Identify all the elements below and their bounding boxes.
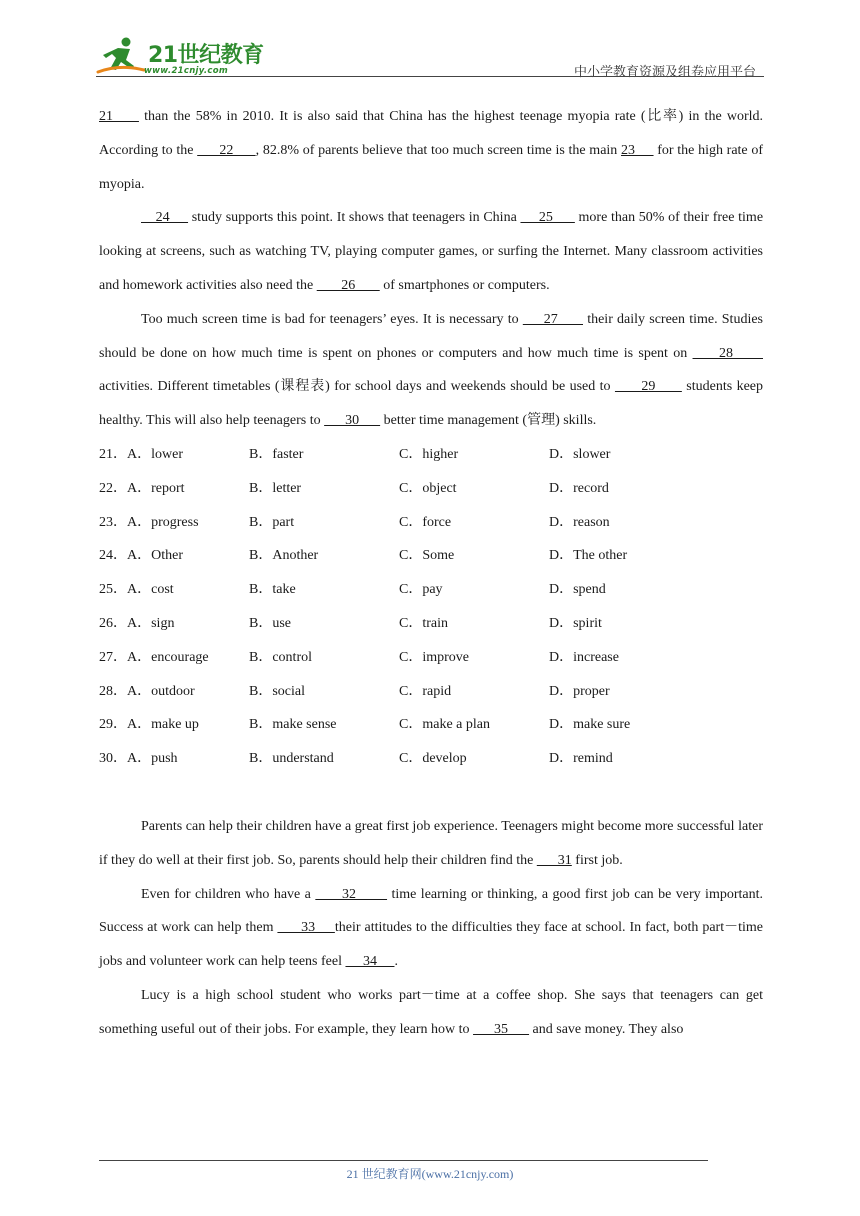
option-b: B．make sense xyxy=(249,717,337,733)
option-a xyxy=(99,539,249,573)
option-a xyxy=(99,641,249,675)
text: study supports this point. It shows that teenagers in China xyxy=(188,210,521,226)
question-number: 28． xyxy=(99,683,127,699)
option-d: D．proper xyxy=(549,683,610,699)
option-b: B．letter xyxy=(249,480,302,496)
option-a xyxy=(99,472,249,506)
text: Parents can help their children have a great first job experience. Teenagers might become more successful later if they do well at their first job. So, parents should help their children find the xyxy=(99,818,763,868)
text: their attitudes to the difficulties they face at school. In fact, both part－time jobs and volunteer work can help teens feel xyxy=(99,920,763,970)
option-b: B．take xyxy=(249,582,296,598)
option-a xyxy=(99,506,249,540)
option-row xyxy=(99,675,763,709)
option-text: A．sign xyxy=(127,615,175,631)
text: , 82.8% of parents believe that too much screen time is the main xyxy=(255,142,622,158)
blank-22: 22 xyxy=(197,142,256,158)
option-a xyxy=(99,607,249,641)
option-row xyxy=(99,641,763,675)
option-b: B．use xyxy=(249,615,291,631)
document-body xyxy=(99,100,763,1047)
blank-31: 31 xyxy=(536,852,572,868)
paragraph xyxy=(99,878,763,979)
paragraph xyxy=(99,979,763,1047)
option-c: C．develop xyxy=(399,751,467,767)
option-c: C．improve xyxy=(399,649,469,665)
text: and save money. They also xyxy=(529,1021,684,1037)
text: Even for children who have a xyxy=(141,886,316,902)
page-header xyxy=(96,30,764,80)
option-b: B．control xyxy=(249,649,312,665)
question-number: 24． xyxy=(99,548,127,564)
blank-30: 30 xyxy=(324,413,381,429)
option-b: B．understand xyxy=(249,751,334,767)
text: . xyxy=(394,954,398,970)
blank-27: 27 xyxy=(522,311,583,327)
option-c: C．rapid xyxy=(399,683,452,699)
footer-divider xyxy=(99,1160,708,1161)
blank-24: 24 xyxy=(141,210,189,226)
blank-26: 26 xyxy=(316,277,380,293)
option-d: D．remind xyxy=(549,751,613,767)
option-c: C．pay xyxy=(399,582,443,598)
option-a xyxy=(99,438,249,472)
blank-21: 21 xyxy=(99,109,139,124)
option-b: B．Another xyxy=(249,548,319,564)
paragraph xyxy=(99,201,763,302)
question-number: 29． xyxy=(99,717,127,733)
blank-29: 29 xyxy=(614,379,682,395)
question-number: 23． xyxy=(99,514,127,530)
option-text: A．make up xyxy=(127,717,199,733)
question-number: 21． xyxy=(99,446,127,462)
option-b: B．part xyxy=(249,514,295,530)
option-row xyxy=(99,573,763,607)
option-text: A．Other xyxy=(127,548,183,564)
platform-name: 中小学教育资源及组卷应用平台 xyxy=(573,65,756,80)
option-d: D．make sure xyxy=(549,717,631,733)
paragraph xyxy=(99,303,763,438)
site-logo[interactable] xyxy=(96,36,266,76)
option-d: D．spend xyxy=(549,582,606,598)
paragraph xyxy=(99,810,763,878)
text: of smartphones or computers. xyxy=(379,277,550,293)
text: Too much screen time is bad for teenagers’ eyes. It is necessary to xyxy=(141,311,523,327)
question-number: 30． xyxy=(99,751,127,767)
option-d: D．slower xyxy=(549,446,611,462)
text: their daily screen time. Studies should be done on how much time is spent on phones or computers and how much time is spent on xyxy=(99,311,763,361)
logo-title: 21世纪教育 xyxy=(148,43,264,68)
question-number: 27． xyxy=(99,649,127,665)
option-b: B．faster xyxy=(249,446,304,462)
option-row xyxy=(99,539,763,573)
paragraph xyxy=(99,100,763,201)
option-text: A．progress xyxy=(127,514,199,530)
blank-34: 34 xyxy=(345,954,395,970)
option-row xyxy=(99,708,763,742)
blank-33: 33 xyxy=(277,920,335,936)
option-a xyxy=(99,708,249,742)
blank-32: 32 xyxy=(315,886,388,902)
logo-url: www.21cnjy.com xyxy=(144,66,228,76)
option-text: A．encourage xyxy=(127,649,209,665)
option-row xyxy=(99,607,763,641)
text: activities. Different timetables (课程表) for school days and weekends should be used to xyxy=(99,379,615,395)
option-text: A．report xyxy=(127,480,185,496)
option-a xyxy=(99,573,249,607)
option-text: A．outdoor xyxy=(127,683,195,699)
option-c: C．higher xyxy=(399,446,459,462)
options-table xyxy=(99,438,763,776)
option-c: C．Some xyxy=(399,548,455,564)
option-row xyxy=(99,742,763,776)
text: students keep healthy. This will also help teenagers to xyxy=(99,379,763,429)
option-text: A．lower xyxy=(127,446,183,462)
option-text: A．push xyxy=(127,751,178,767)
option-text: A．cost xyxy=(127,582,174,598)
blank-25: 25 xyxy=(520,210,575,226)
option-c: C．object xyxy=(399,480,457,496)
option-row xyxy=(99,438,763,472)
option-a xyxy=(99,675,249,709)
header-divider xyxy=(96,76,764,77)
blank-23: 23 xyxy=(621,142,654,158)
option-b: B．social xyxy=(249,683,305,699)
option-d: D．spirit xyxy=(549,615,602,631)
question-number: 25． xyxy=(99,582,127,598)
option-c: C．force xyxy=(399,514,452,530)
option-c: C．train xyxy=(399,615,448,631)
option-c: C．make a plan xyxy=(399,717,490,733)
footer-link[interactable]: 21 世纪教育网(www.21cnjy.com) xyxy=(346,1167,514,1181)
text: time learning or thinking, a good first job can be very important. Success at work can help them xyxy=(99,886,763,936)
text: for the high rate of myopia. xyxy=(99,142,764,192)
option-a xyxy=(99,742,249,776)
text: than the 58% in 2010. It is also said that China has the highest teenage myopia rate (比率) in the world. According to the xyxy=(99,109,764,158)
blank-35: 35 xyxy=(473,1021,530,1037)
option-d: D．The other xyxy=(549,548,628,564)
text: more than 50% of their free time looking at screens, such as watching TV, playing computer games, or surfing the Internet. Many classroom activities and homework activities also need the xyxy=(99,210,764,293)
option-d: D．record xyxy=(549,480,609,496)
question-number: 22． xyxy=(99,480,127,496)
option-d: D．increase xyxy=(549,649,619,665)
text: better time management (管理) skills. xyxy=(380,413,597,429)
running-man-icon xyxy=(96,36,148,76)
blank-28: 28 xyxy=(692,345,763,361)
option-d: D．reason xyxy=(549,514,610,530)
text: Lucy is a high school student who works part－time at a coffee shop. She says that teenagers can get something useful out of their jobs. For example, they learn how to xyxy=(99,987,763,1037)
question-number: 26． xyxy=(99,615,127,631)
section-gap xyxy=(99,776,763,810)
text: first job. xyxy=(571,852,623,868)
option-row xyxy=(99,472,763,506)
option-row xyxy=(99,506,763,540)
